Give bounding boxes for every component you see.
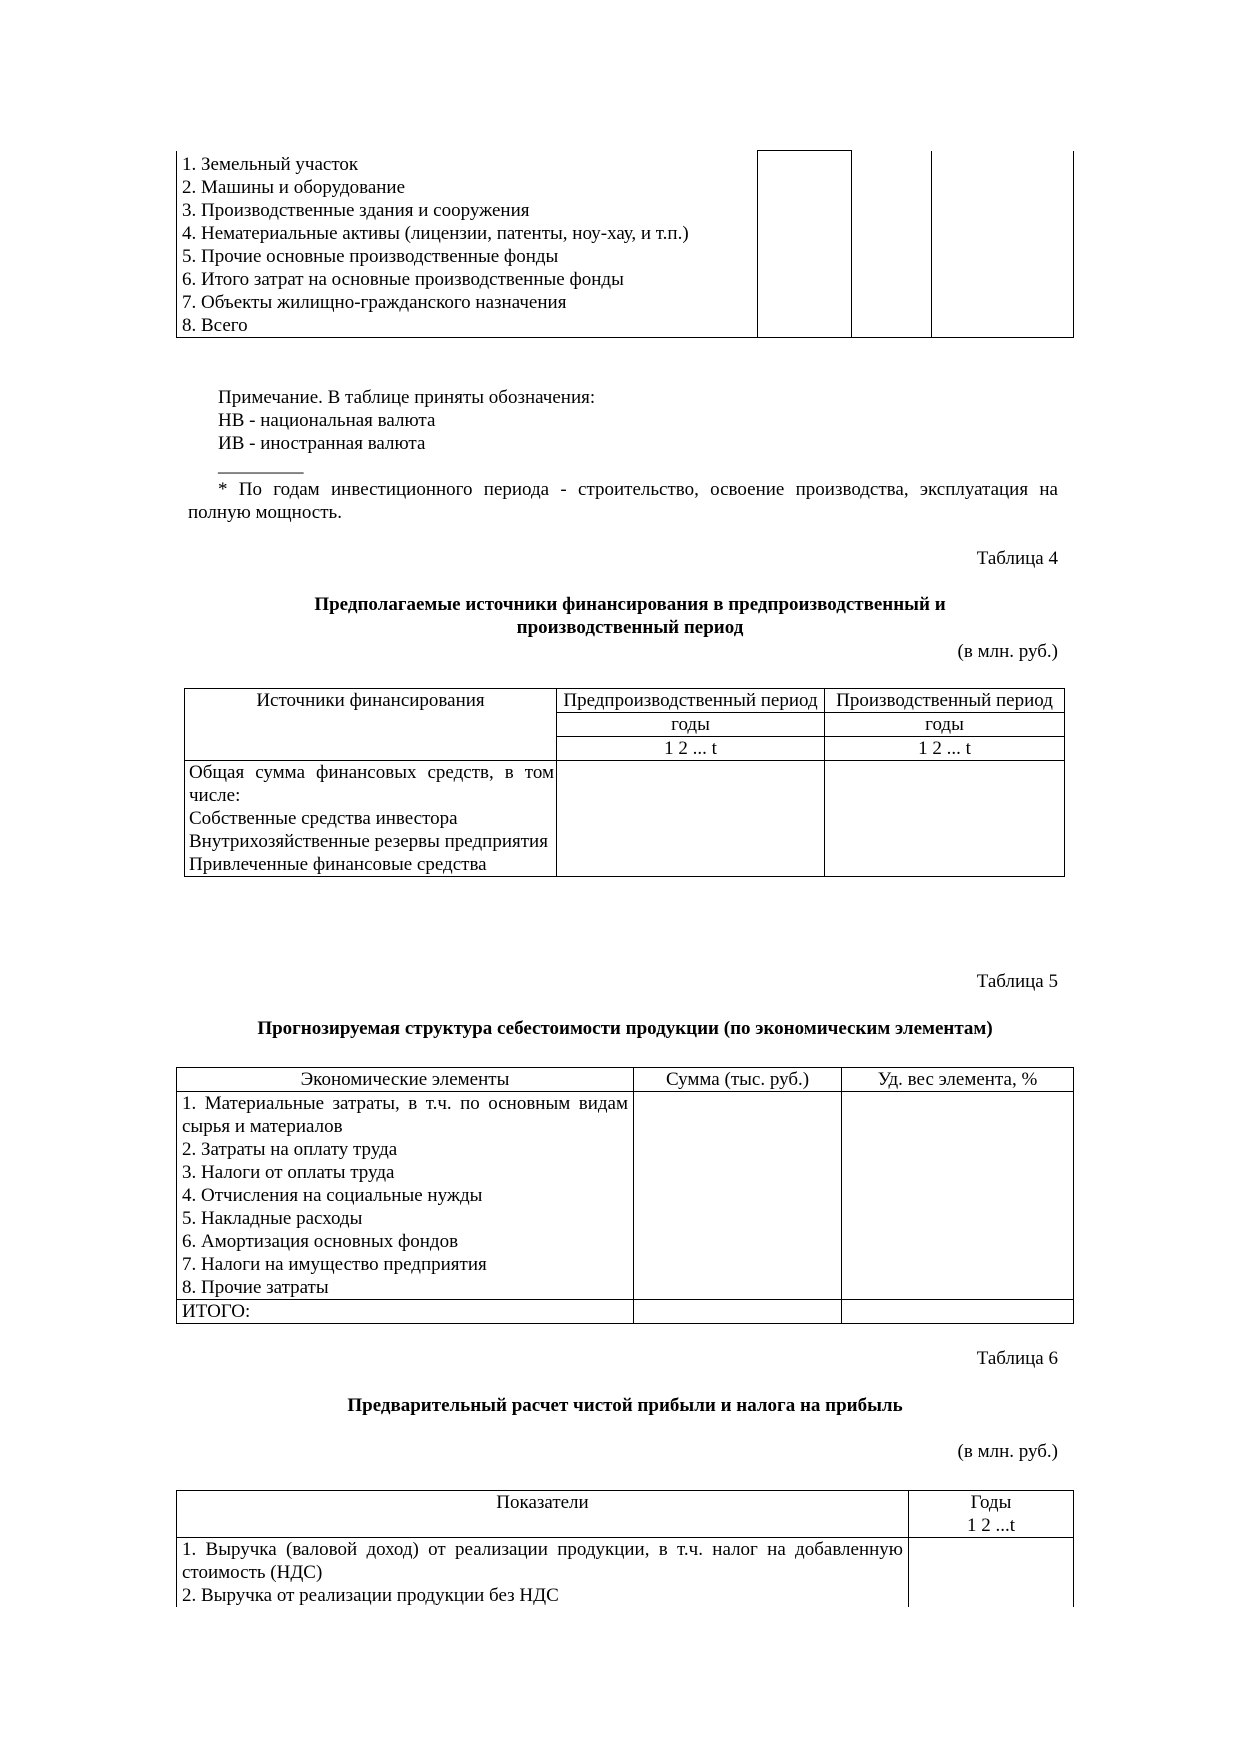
note-title: Примечание. В таблице приняты обозначения: bbox=[218, 387, 596, 408]
indicators-list-cell bbox=[177, 1538, 909, 1608]
list-item: 7. Объекты жилищно-гражданского назначения bbox=[182, 291, 567, 313]
list-item: Собственные средства инвестора bbox=[189, 808, 458, 829]
table-row bbox=[177, 1491, 1074, 1538]
note-iv: ИВ - иностранная валюта bbox=[218, 433, 426, 454]
list-item: Внутрихозяйственные резервы предприятия bbox=[189, 831, 548, 852]
header-cell: годы bbox=[557, 713, 825, 737]
value-cell bbox=[909, 1538, 1074, 1608]
unit-label: (в млн. руб.) bbox=[957, 641, 1058, 662]
header-cell bbox=[909, 1491, 1074, 1538]
list-item: 1. Выручка (валовой доход) от реализации продукции, в т.ч. налог на добавленную стоимость (НДС) bbox=[182, 1539, 903, 1583]
list-item: 1. Материальные затраты, в т.ч. по основным видам сырья и материалов bbox=[182, 1093, 628, 1137]
header-years: Годы bbox=[970, 1492, 1012, 1513]
value-cell bbox=[634, 1092, 842, 1300]
value-cell bbox=[842, 1300, 1074, 1324]
header-cell: Показатели bbox=[177, 1491, 909, 1538]
header-cell: Сумма (тыс. руб.) bbox=[634, 1068, 842, 1092]
table-row bbox=[177, 1068, 1074, 1092]
list-item: 5. Накладные расходы bbox=[182, 1208, 363, 1229]
table-row bbox=[177, 1538, 1074, 1608]
note-nv: НВ - национальная валюта bbox=[218, 410, 436, 431]
list-item: 6. Итого затрат на основные производственные фонды bbox=[182, 268, 624, 290]
list-item: 7. Налоги на имущество предприятия bbox=[182, 1254, 487, 1275]
assets-table bbox=[176, 150, 1074, 338]
table-row bbox=[177, 151, 1074, 338]
header-cell: 1 2 ... t bbox=[557, 737, 825, 761]
table-row bbox=[185, 689, 1065, 713]
table-label: Таблица 4 bbox=[976, 548, 1058, 569]
table-label: Таблица 5 bbox=[976, 971, 1058, 992]
value-cell bbox=[932, 151, 1074, 338]
value-cell bbox=[758, 151, 852, 338]
total-label: ИТОГО: bbox=[177, 1300, 634, 1324]
header-cell: 1 2 ... t bbox=[825, 737, 1065, 761]
header-cell: годы bbox=[825, 713, 1065, 737]
list-item: 5. Прочие основные производственные фонды bbox=[182, 245, 559, 267]
list-item: 8. Всего bbox=[182, 314, 248, 336]
value-cell bbox=[852, 151, 932, 338]
value-cell bbox=[634, 1300, 842, 1324]
profit-tax-table bbox=[176, 1490, 1074, 1607]
list-item: Общая сумма финансовых средств, в том числе: bbox=[189, 762, 554, 806]
list-item: 4. Отчисления на социальные нужды bbox=[182, 1185, 483, 1206]
footnote: * По годам инвестиционного периода - строительство, освоение производства, эксплуатация на полную мощность. bbox=[188, 479, 1058, 523]
footnote-separator: _________ bbox=[218, 455, 304, 476]
value-cell bbox=[557, 761, 825, 877]
header-cell: Предпроизводственный период bbox=[557, 689, 825, 713]
table-row bbox=[177, 1092, 1074, 1300]
table-label: Таблица 6 bbox=[976, 1348, 1058, 1369]
table-title: Предполагаемые источники финансирования в предпроизводственный и производственный период bbox=[314, 594, 946, 638]
table-title: Прогнозируемая структура себестоимости продукции (по экономическим элементам) bbox=[257, 1018, 993, 1039]
list-item: Привлеченные финансовые средства bbox=[189, 854, 487, 875]
elements-list-cell bbox=[177, 1092, 634, 1300]
list-item: 3. Производственные здания и сооружения bbox=[182, 199, 530, 221]
list-item: 8. Прочие затраты bbox=[182, 1277, 329, 1298]
list-item: 2. Машины и оборудование bbox=[182, 176, 406, 198]
list-item: 1. Земельный участок bbox=[182, 153, 359, 175]
list-item: 4. Нематериальные активы (лицензии, патенты, ноу-хау, и т.п.) bbox=[182, 222, 689, 244]
table-title: Предварительный расчет чистой прибыли и налога на прибыль bbox=[347, 1395, 903, 1416]
header-cell: Источники финансирования bbox=[185, 689, 557, 761]
sources-list-cell bbox=[185, 761, 557, 877]
value-cell bbox=[842, 1092, 1074, 1300]
list-item: 3. Налоги от оплаты труда bbox=[182, 1162, 395, 1183]
header-cell: Экономические элементы bbox=[177, 1068, 634, 1092]
header-cell: Производственный период bbox=[825, 689, 1065, 713]
list-item: 2. Затраты на оплату труда bbox=[182, 1139, 398, 1160]
cost-structure-table bbox=[176, 1067, 1074, 1324]
header-cell: Уд. вес элемента, % bbox=[842, 1068, 1074, 1092]
assets-list-cell bbox=[177, 151, 758, 338]
table-row bbox=[185, 761, 1065, 877]
header-years-range: 1 2 ...t bbox=[966, 1515, 1016, 1536]
list-item: 6. Амортизация основных фондов bbox=[182, 1231, 459, 1252]
unit-label: (в млн. руб.) bbox=[957, 1441, 1058, 1462]
list-item: 2. Выручка от реализации продукции без НДС bbox=[182, 1585, 559, 1606]
table-row bbox=[177, 1300, 1074, 1324]
value-cell bbox=[825, 761, 1065, 877]
financing-sources-table bbox=[184, 688, 1065, 877]
